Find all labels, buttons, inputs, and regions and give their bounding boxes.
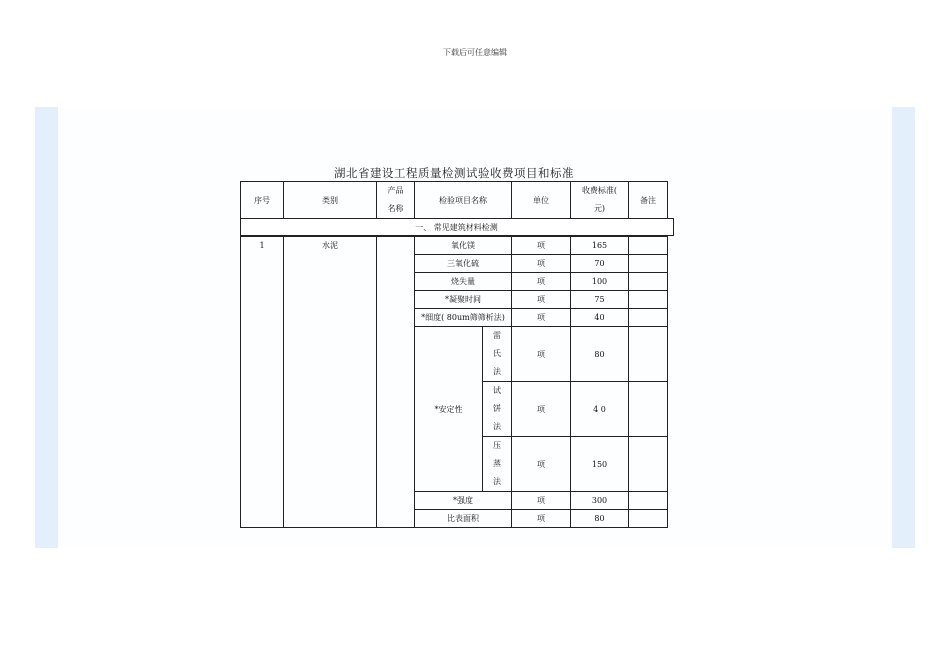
fee-table	[240, 181, 668, 528]
section-row	[241, 219, 668, 237]
method-name	[483, 437, 512, 492]
item-unit: 项	[512, 492, 571, 510]
item-unit: 项	[512, 291, 571, 309]
method-char: 氏	[493, 349, 501, 358]
item-fee: 40	[571, 309, 629, 327]
item-remark	[629, 492, 668, 510]
item-fee: 75	[571, 291, 629, 309]
header-fee	[571, 182, 629, 219]
method-char: 试	[493, 386, 501, 395]
method-name	[483, 327, 512, 382]
header-seq: 序号	[241, 182, 284, 219]
item-fee: 150	[571, 437, 629, 492]
header-product	[377, 182, 415, 219]
item-unit: 项	[512, 382, 571, 437]
item-unit: 项	[512, 255, 571, 273]
section-cell	[241, 219, 668, 237]
page-header-note: 下载后可任意编辑	[443, 48, 507, 57]
item-remark	[629, 291, 668, 309]
item-name: *细度( 80um筛筛析法)	[415, 309, 512, 327]
header-fee-line1: 收费标准(	[581, 186, 618, 195]
item-name: 氧化镁	[415, 237, 512, 255]
item-name: *强度	[415, 492, 512, 510]
item-remark	[629, 510, 668, 528]
group-category: 水泥	[284, 237, 377, 528]
header-row	[241, 182, 668, 219]
item-unit: 项	[512, 327, 571, 382]
item-fee: 100	[571, 273, 629, 291]
item-name: *凝聚时间	[415, 291, 512, 309]
method-char: 压	[493, 441, 501, 450]
item-remark	[629, 327, 668, 382]
header-product-line2: 名称	[387, 204, 404, 213]
item-fee: 4 0	[571, 382, 629, 437]
item-unit: 项	[512, 510, 571, 528]
document-title: 湖北省建设工程质量检测试验收费项目和标准	[334, 166, 574, 180]
item-name: 烧失量	[415, 273, 512, 291]
header-fee-line2: 元)	[593, 204, 606, 213]
section-title: 一、 常见建筑材料检测	[240, 218, 674, 236]
item-remark	[629, 273, 668, 291]
item-name: 三氧化硫	[415, 255, 512, 273]
method-char: 饼	[493, 404, 501, 413]
group-seq: 1	[241, 237, 284, 528]
group-product	[377, 237, 415, 528]
left-margin-strip	[35, 107, 58, 548]
header-remark: 备注	[629, 182, 668, 219]
method-char: 雷	[493, 331, 501, 340]
item-unit: 项	[512, 237, 571, 255]
item-remark	[629, 437, 668, 492]
method-char: 法	[493, 367, 501, 376]
item-fee: 165	[571, 237, 629, 255]
item-remark	[629, 309, 668, 327]
item-remark	[629, 382, 668, 437]
method-char: 蒸	[493, 459, 501, 468]
method-name	[483, 382, 512, 437]
item-fee: 80	[571, 510, 629, 528]
item-name: 比表面积	[415, 510, 512, 528]
method-char: 法	[493, 422, 501, 431]
item-fee: 300	[571, 492, 629, 510]
method-char: 法	[493, 477, 501, 486]
header-item: 检验项目名称	[415, 182, 512, 219]
item-fee: 70	[571, 255, 629, 273]
header-category: 类别	[284, 182, 377, 219]
item-unit: 项	[512, 273, 571, 291]
item-unit: 项	[512, 309, 571, 327]
item-remark	[629, 237, 668, 255]
item-fee: 80	[571, 327, 629, 382]
item-unit: 项	[512, 437, 571, 492]
item-remark	[629, 255, 668, 273]
table-row	[241, 237, 668, 255]
header-unit: 单位	[512, 182, 571, 219]
header-product-line1: 产品	[387, 186, 404, 195]
right-margin-strip	[892, 107, 915, 548]
stability-label: *安定性	[415, 327, 483, 492]
